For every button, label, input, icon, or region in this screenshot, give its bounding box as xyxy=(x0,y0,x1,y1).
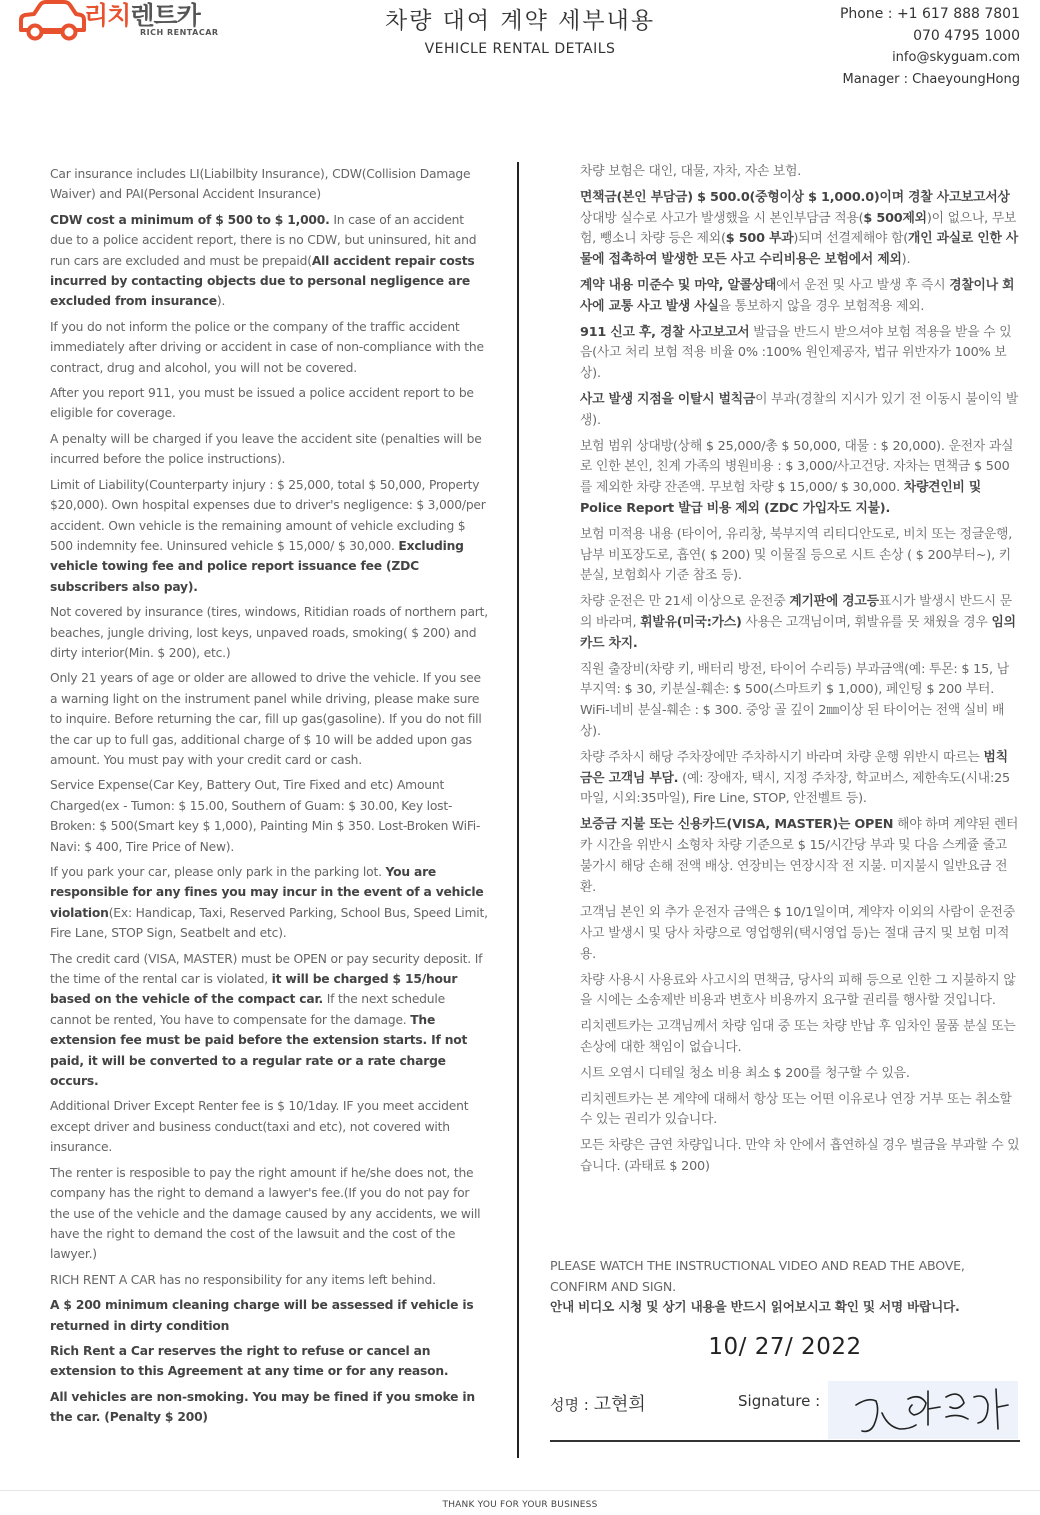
term-paragraph: Additional Driver Except Renter fee is $ 10/1day. IF you meet accident except driver and business conduct(taxi and etc), not covered with insurance. xyxy=(50,1099,469,1155)
term-paragraph: A penalty will be charged if you leave the accident site (penalties will be incurred before the police instructions). xyxy=(50,431,482,467)
signature-label: Signature : xyxy=(738,1392,821,1410)
terms-korean xyxy=(580,162,1020,1183)
term-paragraph: 직원 출장비(차량 키, 배터리 방전, 타이어 수리등) 부과금액(예: 투몬: $ 15, 남부지역: $ 30, 키분실-훼손: $ 500(스마트키 $ 1,000), 페인팅 $ 200 부터. WiFi-네비 분실-훼손 : $ 300. 중앙 골 깊이 2㎜이상 된 타이어는 전액 실비 배상). xyxy=(580,661,1009,739)
footer-text: THANK YOU FOR YOUR BUSINESS xyxy=(442,1500,598,1510)
term-paragraph: 모든 차량은 금연 차량입니다. 만약 차 안에서 흡연하실 경우 벌금을 부과할 수 있습니다. (과태료 $ 200) xyxy=(580,1138,1020,1175)
logo-wordmark-kr: 리치렌트카 xyxy=(84,1,200,30)
sign-notice xyxy=(550,1256,1020,1318)
term-paragraph: The credit card (VISA, MASTER) must be OPEN or pay security deposit. If the time of the rental car is violated, it will be charged $ 15/hour based on the vehicle of the compact car. If the next schedule cannot be rented, You have to compensate for the damage. The extension fee must be paid before the extension starts. If not paid, it will be converted to a regular rate or a rate charge occurs. xyxy=(50,951,483,1089)
term-paragraph: If you do not inform the police or the company of the traffic accident immediately after driving or accident in case of non-compliance with the contract, drug and alcohol, you will not be covered. xyxy=(50,319,484,375)
term-paragraph: 시트 오염시 디테일 청소 비용 최소 $ 200를 청구할 수 있음. xyxy=(580,1065,910,1081)
term-paragraph: 보험 범위 상대방(상해 $ 25,000/총 $ 50,000, 대물 : $ 20,000). 운전자 과실로 인한 본인, 친계 가족의 병원비용 : $ 3,000/사고건당. 자차는 면책금 $ 500를 제외한 차량 잔존액. 무보험 차량 $ 15,000/ $ 30,000. 차량견인비 및 Police Report 발급 비용 제외 (ZDC 가입자도 지불). xyxy=(580,438,1014,516)
term-paragraph: After you report 911, you must be issued a police accident report to be eligible for coverage. xyxy=(50,386,474,421)
term-paragraph: 계약 내용 미준수 및 마약, 알콜상태에서 운전 및 사고 발생 후 즉시 경찰이나 회사에 교통 사고 발생 사실을 통보하지 않을 경우 보험적용 제외. xyxy=(580,277,1015,314)
phone-number: Phone : +1 617 888 7801 xyxy=(839,6,1020,22)
term-paragraph: Only 21 years of age or older are allowed to drive the vehicle. If you see a warning light on the instrument panel while driving, please make sure to inquire. Before returning the car, fill up gas(gasoline). If you do not fill the car up to full gas, additional charge of $ 10 will be added upon gas amount. You must pay with your credit card or cash. xyxy=(50,671,482,767)
term-paragraph: Not covered by insurance (tires, windows, Ritidian roads of northern part, beaches, jungle driving, lost keys, unpaved roads, smoking( $ 200) and dirty interior(Min. $ 200), etc.) xyxy=(50,605,488,660)
phone-number-secondary: 070 4795 1000 xyxy=(913,28,1020,44)
term-paragraph: 차량 주차시 해당 주차장에만 주차하시기 바라며 차량 운행 위반시 따르는 범칙금은 고객님 부담. (예: 장애자, 택시, 지정 주차장, 학교버스, 제한속도(시내:25마일, 시외:35마일), Fire Line, STOP, 안전벨트 등). xyxy=(580,749,1010,807)
logo-wordmark-en: RICH RENTACAR xyxy=(140,28,219,37)
term-paragraph: 차량 보험은 대인, 대물, 자차, 자손 보험. xyxy=(580,164,802,179)
term-paragraph: 보증금 지불 또는 신용카드(VISA, MASTER)는 OPEN 해야 하며 계약된 렌터카 시간을 위반시 소형차 차량 기준으로 $ 15/시간당 부과 및 다음 스케쥴 줄고 불가시 해당 손해 전액 배상. 연장비는 연장시작 전 지불. 미지불시 일반요금 전환. xyxy=(580,817,1019,895)
term-paragraph: 리치렌트카는 고객님께서 차량 임대 중 또는 차량 반납 후 임차인 물품 분실 또는 손상에 대한 책임이 없습니다. xyxy=(580,1019,1016,1056)
term-paragraph: 차량 운전은 만 21세 이상으로 운전중 계기판에 경고등표시가 발생시 반드시 문의 바라며, 휘발유(미국:가스) 사용은 고객님이며, 휘발유를 못 채웠을 경우 임의 카드 차지. xyxy=(580,594,1016,651)
term-paragraph: The renter is resposible to pay the right amount if he/she does not, the company has the right to demand a lawyer's fee.(If you do not pay for the use of the vehicle and the damage caused by any accidents, we will have the right to demand the cost of the lawsuit and the cost of the lawyer.) xyxy=(50,1165,481,1262)
term-paragraph: CDW cost a minimum of $ 500 to $ 1,000. In case of an accident due to a police accident report, there is no CDW, but uninsured, hit and run cars are excluded and must be prepaid(All accident repair costs incurred by contacting objects due to personal negligence are excluded from insurance). xyxy=(50,212,477,309)
term-paragraph: RICH RENT A CAR has no responsibility for any items left behind. xyxy=(50,1272,436,1287)
footer-divider xyxy=(0,1490,1040,1491)
signature-field[interactable] xyxy=(828,1381,1018,1439)
name-value: 고현희 xyxy=(593,1394,646,1415)
signature-section xyxy=(550,1380,1020,1442)
term-paragraph: 차량 사용시 사용료와 사고시의 면책금, 당사의 피해 등으로 인한 그 지불하지 않을 시에는 소송제반 비용과 변호사 비용까지 요구할 권리를 행사할 것입니다. xyxy=(580,972,1016,1009)
term-paragraph: 고객님 본인 외 추가 운전자 금액은 $ 10/1일이며, 계약자 이외의 사람이 운전중 사고 발생시 및 당사 차량으로 영업행위(택시영업 등)는 절대 금지 및 보험 미적용. xyxy=(580,905,1015,962)
column-divider xyxy=(517,162,519,1458)
term-paragraph: Rich Rent a Car reserves the right to refuse or cancel an extension to this Agreement at any time or for any reason. xyxy=(50,1343,449,1379)
term-paragraph: 911 신고 후, 경찰 사고보고서 발급을 반드시 받으셔야 보험 적용을 받을 수 있음(사고 처리 보험 적용 비율 0% :100% 원인제공자, 법규 위반자가 100% 보상). xyxy=(580,324,1012,382)
name-label: 성명 : xyxy=(550,1396,594,1414)
car-logo-icon xyxy=(18,0,86,44)
term-paragraph: 보험 미적용 내용 (타이어, 유리창, 북부지역 리티디안도로, 비치 또는 정글운행, 남부 비포장도로, 흡연( $ 200) 및 이물질 등으로 시트 손상 ( $ 200부터~), 키 분실, 보험회사 기준 참조 등). xyxy=(580,526,1013,584)
term-paragraph: 리치렌트카는 본 계약에 대해서 항상 또는 어떤 이유로나 연장 거부 또는 취소할 수 있는 권리가 있습니다. xyxy=(580,1091,1012,1128)
terms-english xyxy=(50,164,488,1433)
renter-name xyxy=(550,1390,646,1416)
term-paragraph: All vehicles are non-smoking. You may be fined if you smoke in the car. (Penalty $ 200) xyxy=(50,1389,475,1425)
signing-date: 10/ 27/ 2022 xyxy=(708,1334,862,1360)
term-paragraph: If you park your car, please only park in the parking lot. You are responsible for any fines you may incur in the event of a vehicle violation(Ex: Handicap, Taxi, Reserved Parking, School Bus, Speed Limit, Fire Lane, STOP Sign, Seatbelt and etc). xyxy=(50,865,488,941)
notice-en: PLEASE WATCH THE INSTRUCTIONAL VIDEO AND READ THE ABOVE, CONFIRM AND SIGN. xyxy=(550,1258,965,1294)
term-paragraph: Service Expense(Car Key, Battery Out, Tire Fixed and etc) Amount Charged(ex - Tumon: $ 15.00, Southern of Guam: $ 30.00, Key lost-Broken: $ 500(Smart key $ 1,000), Painting Min $ 350. Lost-Broken WiFi-Navi: $ 400, Tire Price of New). xyxy=(50,778,481,854)
notice-kr: 안내 비디오 시청 및 상기 내용을 반드시 읽어보시고 확인 및 서명 바랍니다. xyxy=(550,1299,960,1314)
term-paragraph: 사고 발생 지점을 이탈시 벌칙금이 부과(경찰의 지시가 있기 전 이동시 불이익 발생). xyxy=(580,391,1019,428)
page-header xyxy=(0,0,1040,110)
term-paragraph: Car insurance includes LI(Liabilbity Insurance), CDW(Collision Damage Waiver) and PAI(Personal Accident Insurance) xyxy=(50,167,471,202)
company-logo xyxy=(18,0,228,44)
contact-info xyxy=(840,3,1020,91)
title-kr: 차량 대여 계약 세부내용 xyxy=(384,8,656,34)
signature-line xyxy=(550,1440,1020,1442)
term-paragraph: Limit of Liability(Counterparty injury : $ 25,000, total $ 50,000, Property $20,000). Own hospital expenses due to driver's negligence: $ 3,000/per accident. Own vehicle is the remaining amount of vehicle excluding $ 500 indemnity fee. Uninsured vehicle $ 15,000/ $ 30,000. Excluding vehicle towing fee and police report issuance fee (ZDC subscribers also pay). xyxy=(50,477,486,594)
term-paragraph: A $ 200 minimum cleaning charge will be assessed if vehicle is returned in dirty condition xyxy=(50,1298,474,1333)
email-link[interactable]: info@skyguam.com xyxy=(892,50,1020,65)
document-title xyxy=(320,2,720,57)
term-paragraph: 면책금(본인 부담금) $ 500.0(중형이상 $ 1,000.0)이며 경찰 사고보고서상 상대방 실수로 사고가 발생했을 시 본인부담금 적용($ 500제외)이 없으나, 무보험, 뺑소니 차량 등은 제외($ 500 부과)되며 선결제해야 함(개인 과실로 인한 사물에 접촉하여 발생한 모든 사고 수리비용은 보험에서 제외). xyxy=(580,189,1019,268)
handwritten-signature xyxy=(828,1381,1018,1439)
manager-name: Manager : ChaeyoungHong xyxy=(842,72,1020,87)
title-en: VEHICLE RENTAL DETAILS xyxy=(424,41,616,57)
